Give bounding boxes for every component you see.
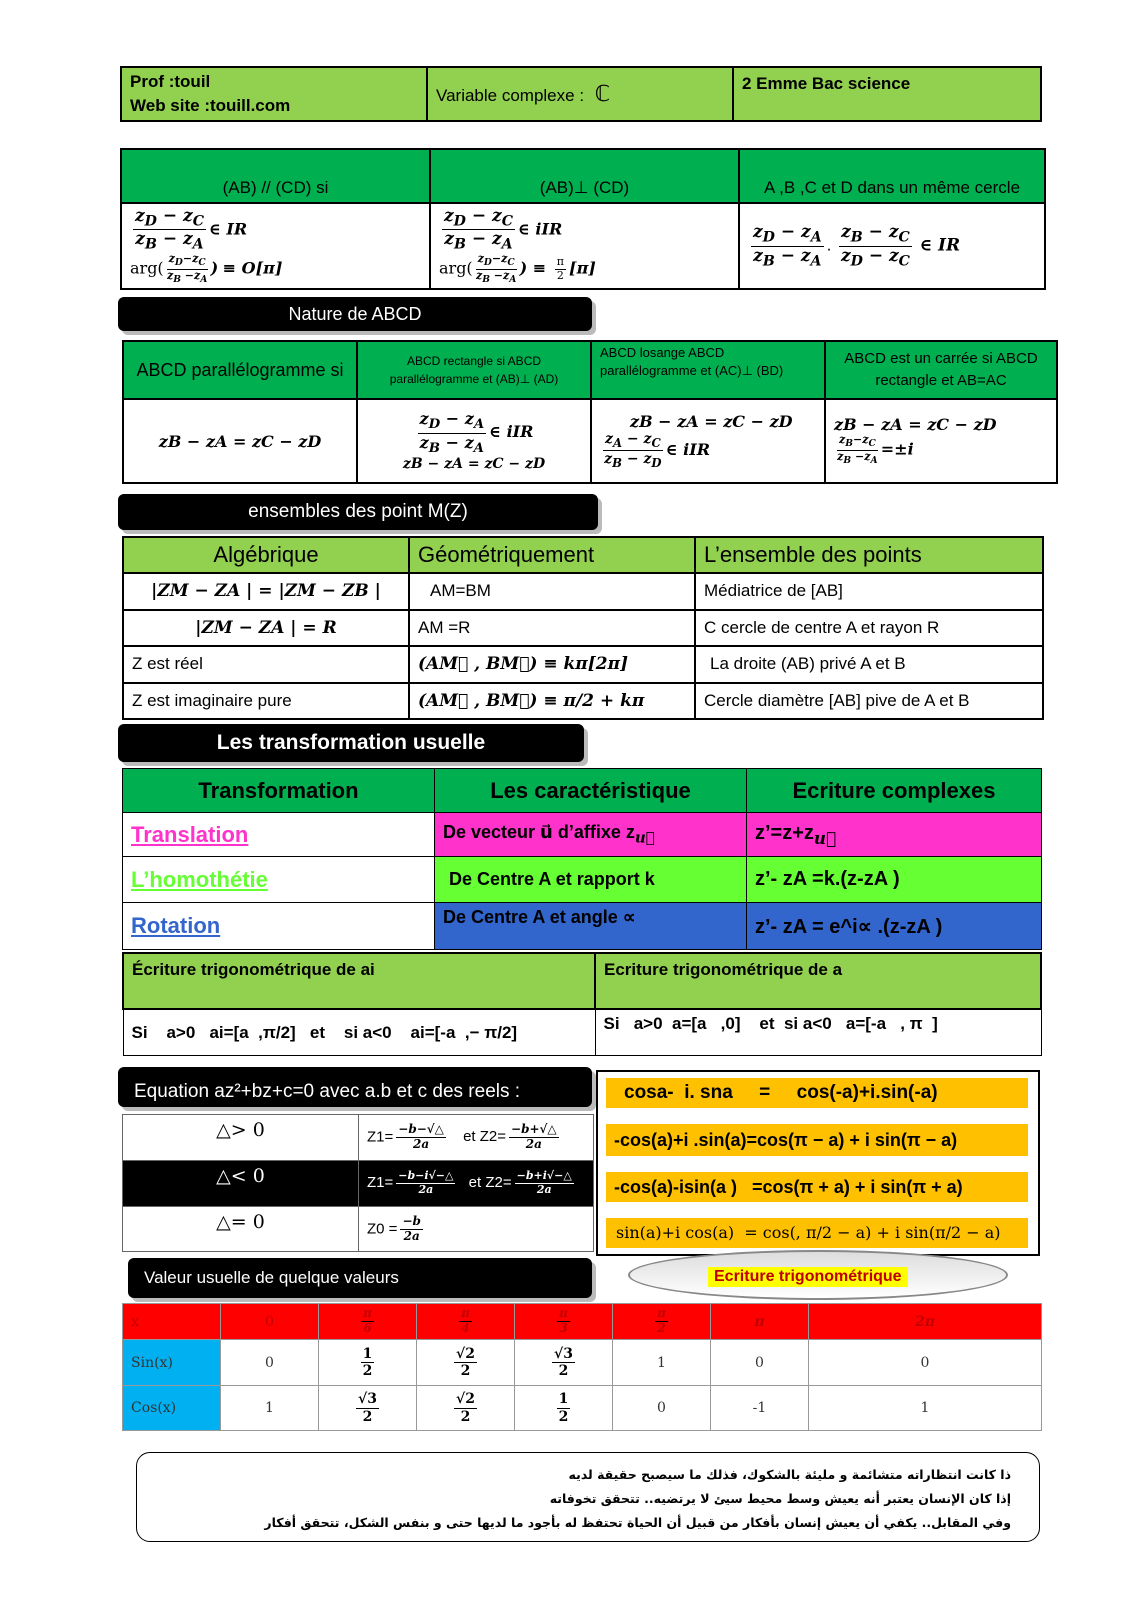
square-header: ABCD est un carrée si ABCD rectangle et AB=AC [825,341,1057,399]
sin-pi4: $\frac{√2}{2}$ [417,1340,515,1386]
values-header-0: 0 [221,1304,319,1340]
sin-pi3: $\frac{√3}{2}$ [515,1340,613,1386]
formula-conjugate: cosa- i. sna = cos(-a)+i.sin(-a) [606,1078,1028,1108]
parallelogram-formula: zB − zA = zC − zD [123,399,357,483]
roots-negative: Z1= $\frac{-b-i√-\triangle}{2a}$ et Z2= $\frac{-b+i√-\triangle}{2a}$ [359,1161,594,1207]
rotation-carac: De Centre A et angle ∝ [435,903,747,950]
translation-formula: $z’=z+z_{u⃗}$ [747,813,1042,857]
values-header-2pi: 2π [809,1304,1042,1340]
cocyclic-condition-header: A ,B ,C et D dans un même cercle [739,149,1045,203]
cocyclic-formula: $\frac{z_D - z_A}{z_B - z_A}$ . $\frac{z_B - z_C}{z_D - z_C}$ ∈ IR [739,203,1045,289]
alg-row-2: |ZM − ZA | = R [123,610,409,647]
transformations-title: Les transformation usuelle [118,724,584,762]
homothety-carac: De Centre A et rapport k [435,857,747,903]
values-header-pi: π [711,1304,809,1340]
cos-pi3: $\frac{1}{2}$ [515,1386,613,1431]
cos-pi: -1 [711,1386,809,1431]
transformations-table [122,768,1042,950]
perpendicular-formula: $\frac{z_D - z_C}{z_B - z_A}$ ∈ iIR arg( $\frac{z_D-z_C}{z_B -z_A}$ ) ≡ $\frac{\pi}{2}$ [π] [430,203,739,289]
ensembles-title: ensembles des point M(Z) [118,494,598,530]
set-row-2: C cercle de centre A et rayon R [695,610,1043,647]
parallel-condition-header: (AB) // (CD) si [121,149,430,203]
header-table [120,66,1042,122]
values-header-x: x [123,1304,221,1340]
rotation-formula: z’- zA = e^i∝ .(z-zA ) [747,903,1042,950]
translation-carac: De vecteur u⃗ d’affixe $z_{u⃗}$ [435,813,747,857]
set-row-1: Médiatrice de [AB] [695,573,1043,610]
speech-bubble [628,1250,1008,1300]
class-level: 2 Emme Bac science [733,67,1041,121]
trigo-a-value: Si a>0 a=[a ,0] et si a<0 a=[-a , π ] [595,1009,1041,1056]
values-header-pi2: $\frac{\pi}{2}$ [613,1304,711,1340]
geo-row-4: (AM⃗ , BM⃗) ≡ π/2 + kπ [409,683,695,720]
equation-title: Equation az²+bz+c=0 avec a.b et c des reels : [118,1067,592,1107]
quote-line-1: ذا كانت انتظاراته متشائمة و مليئة بالشكوك، فذلك ما سيصبح حقيقة لديه [568,1467,1011,1482]
header-caracteristique: Les caractéristique [435,769,747,813]
equation-table [122,1114,594,1252]
subject-label: Variable complexe : [436,86,585,105]
geo-row-1: AM=BM [409,573,695,610]
delta-zero: △= 0 [123,1207,359,1252]
nature-title: Nature de ABCD [118,297,592,331]
prof-name: Prof :touil [130,72,211,91]
values-title: Valeur usuelle de quelque valeurs [128,1258,592,1298]
header-set: L’ensemble des points [695,537,1043,573]
header-ecriture: Ecriture complexes [747,769,1042,813]
values-header-pi4: $\frac{\pi}{4}$ [417,1304,515,1340]
rectangle-header: ABCD rectangle si ABCD parallélogramme et (AB)⊥ (AD) [357,341,591,399]
perpendicular-condition-header: (AB)⊥ (CD) [430,149,739,203]
trigo-table [122,952,1042,1056]
conditions-table [120,148,1046,290]
homothety-formula: z’- zA =k.(z-zA ) [747,857,1042,903]
geo-row-2: AM =R [409,610,695,647]
sin-0: 0 [221,1340,319,1386]
root-double: Z0 = $\frac{-b}{2a}$ [359,1207,594,1252]
quote-line-3: وفي المقابل.. يكفي أن يعيش إنسان بأفكار من قبيل أن الحياة تحتفظ له بأجود ما لديها حتى و بنفس الشكل، تتحقق أفكار [264,1515,1011,1530]
trigo-ai-header: Écriture trigonométrique de ai [123,953,595,1009]
alg-row-1: |ZM − ZA | = |ZM − ZB | [123,573,409,610]
sin-label: Sin(x) [123,1340,221,1386]
cos-label: Cos(x) [123,1386,221,1431]
formula-pi-minus: -cos(a)+i .sin(a)=cos(π − a) + i sin(π − a) [606,1124,1028,1156]
ensembles-table [122,536,1044,720]
set-row-3: La droite (AB) privé A et B [695,646,1043,683]
header-algebraic: Algébrique [123,537,409,573]
homothety-name: L’homothétie [123,857,435,903]
square-formula: zB − zA = zC − zD $\frac{z_B-z_C}{z_B -z_A}$ =±i [825,399,1057,483]
geo-row-3: (AM⃗ , BM⃗) ≡ kπ[2π] [409,646,695,683]
alg-row-4: Z est imaginaire pure [123,683,409,720]
formula-sin-cos: sin(a)+i cos(a) = cos(, π/2 − a) + i sin(π/2 − a) [606,1218,1028,1248]
set-row-4: Cercle diamètre [AB] pive de A et B [695,683,1043,720]
delta-negative: △< 0 [123,1161,359,1207]
quote-line-2: إذا كان الإنسان يعتبر أنه يعيش وسط محيط سيئ لا يرتضيه.. تتحقق تخوفاته [549,1491,1011,1506]
quote-box [136,1452,1040,1542]
cos-pi2: 0 [613,1386,711,1431]
formulas-box [596,1070,1040,1256]
rhombus-header: ABCD losange ABCD parallélogramme et (AC)⊥ (BD) [591,341,825,399]
parallel-formula: $\frac{z_D - z_C}{z_B - z_A}$ ∈ IR arg( $\frac{z_D-z_C}{z_B -z_A}$ ) ≡ O[π] [121,203,430,289]
alg-row-3: Z est réel [123,646,409,683]
sin-pi: 0 [711,1340,809,1386]
header-geometric: Géométriquement [409,537,695,573]
sin-pi2: 1 [613,1340,711,1386]
rotation-name: Rotation [123,903,435,950]
nature-table [122,340,1058,484]
values-header-pi6: $\frac{\pi}{6}$ [319,1304,417,1340]
header-transformation: Transformation [123,769,435,813]
translation-name: Translation [123,813,435,857]
complex-set-symbol: ℂ [594,81,611,106]
website: Web site :touill.com [130,96,291,115]
values-table [122,1303,1042,1431]
cos-2pi: 1 [809,1386,1042,1431]
sin-2pi: 0 [809,1340,1042,1386]
cos-pi6: $\frac{√3}{2}$ [319,1386,417,1431]
roots-positive: Z1= $\frac{-b-√\triangle}{2a}$ et Z2= $\frac{-b+√\triangle}{2a}$ [359,1115,594,1161]
rhombus-formula: zB − zA = zC − zD $\frac{z_A - z_C}{z_B - z_D}$ ∈ iIR [591,399,825,483]
values-header-pi3: $\frac{\pi}{3}$ [515,1304,613,1340]
cos-pi4: $\frac{√2}{2}$ [417,1386,515,1431]
sin-pi6: $\frac{1}{2}$ [319,1340,417,1386]
rectangle-formula: $\frac{z_D - z_A}{z_B - z_A}$ ∈ iIR zB − zA = zC − zD [357,399,591,483]
trigo-a-header: Ecriture trigonométrique de a [595,953,1041,1009]
trigo-ai-value: Si a>0 ai=[a ,π/2] et si a<0 ai=[-a ,− π/2] [123,1009,595,1056]
formula-pi-plus: -cos(a)-isin(a ) =cos(π + a) + i sin(π + a) [606,1172,1028,1202]
cos-0: 1 [221,1386,319,1431]
parallelogram-header: ABCD parallélogramme si [123,341,357,399]
delta-positive: △> 0 [123,1115,359,1161]
bubble-label: Ecriture trigonométrique [708,1267,908,1287]
